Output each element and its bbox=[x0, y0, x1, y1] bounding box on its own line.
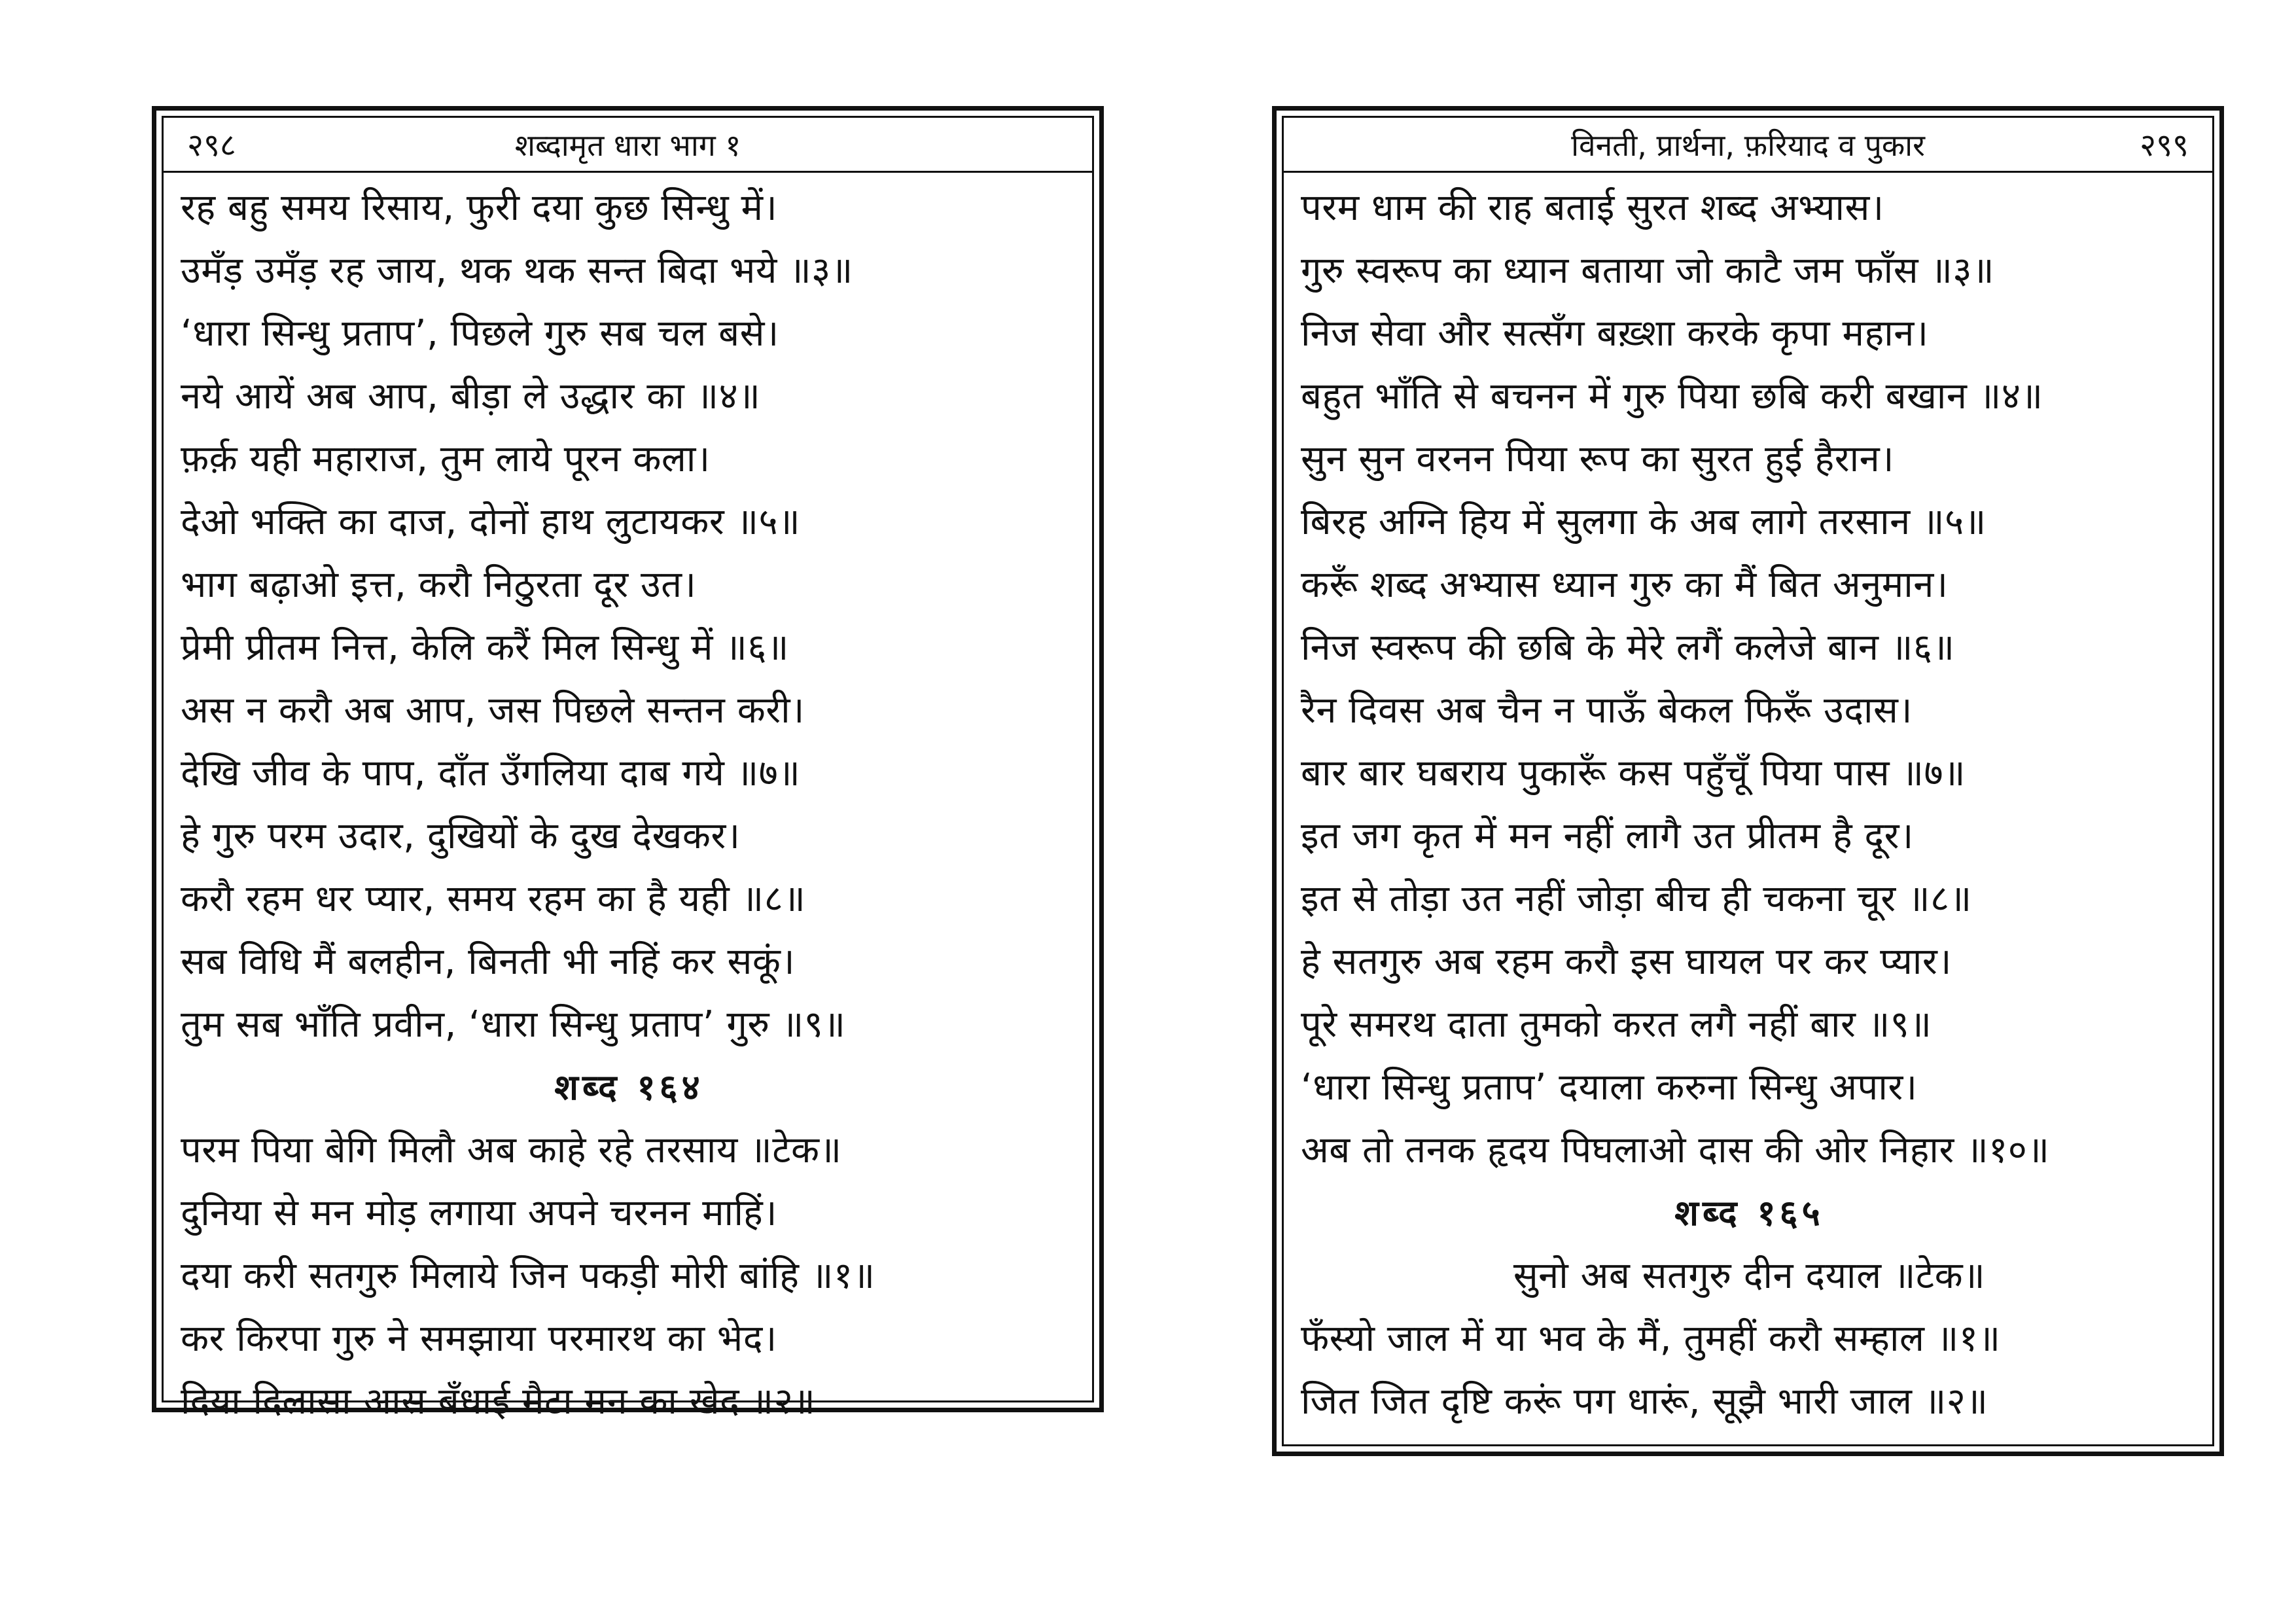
verse-line: निज स्वरूप की छबि के मेरे लगैं कलेजे बान ॥६॥ bbox=[1301, 626, 1955, 669]
verse-line: दुनिया से मन मोड़ लगाया अपने चरनन माहिं। bbox=[181, 1192, 778, 1234]
left-page-body bbox=[164, 173, 1092, 1433]
verse-line: देखि जीव के पाप, दाँत उँगलिया दाब गये ॥७॥ bbox=[181, 752, 801, 794]
verse-line: दिया दिलासा आस बँधाई मैटा मन का खेद ॥२॥ bbox=[181, 1380, 816, 1423]
left-page-number: २९८ bbox=[187, 127, 236, 164]
verse-line: करूँ शब्द अभ्यास ध्यान गुरु का मैं बित अनुमान। bbox=[1301, 563, 1949, 606]
right-page-body bbox=[1284, 173, 2212, 1433]
verse-line: परम पिया बेगि मिलौ अब काहे रहे तरसाय ॥टेक॥ bbox=[181, 1129, 842, 1171]
verse-line: इत से तोड़ा उत नहीं जोड़ा बीच ही चकना चूर ॥८॥ bbox=[1301, 878, 1972, 920]
verse-line: बहुत भाँति से बचनन में गुरु पिया छबि करी बखान ॥४॥ bbox=[1301, 375, 2043, 418]
verse-line: नये आयें अब आप, बीड़ा ले उद्धार का ॥४॥ bbox=[181, 375, 761, 418]
right-page-number: २९९ bbox=[2140, 127, 2189, 164]
verse-line: कर किरपा गुरु ने समझाया परमारथ का भेद। bbox=[181, 1317, 777, 1360]
verse-line: तुम सब भाँति प्रवीन, ‘धारा सिन्धु प्रताप’ गुरु ॥९॥ bbox=[181, 1003, 846, 1046]
left-page-header bbox=[164, 118, 1092, 173]
verse-line: जित जित दृष्टि करूं पग धारूं, सूझै भारी जाल ॥२॥ bbox=[1301, 1380, 1988, 1423]
verse-line: रह बहु समय रिसाय, फुरी दया कुछ सिन्धु में। bbox=[181, 187, 778, 229]
shabd-heading: शब्द १६४ bbox=[554, 1067, 704, 1108]
verse-line: ‘धारा सिन्धु प्रताप’, पिछले गुरु सब चल बसे। bbox=[181, 312, 779, 355]
verse-line: ‘धारा सिन्धु प्रताप’ दयाला करुना सिन्धु अपार। bbox=[1301, 1066, 1918, 1109]
verse-line: प्रेमी प्रीतम नित्त, केलि करैं मिल सिन्धु में ॥६॥ bbox=[181, 626, 789, 669]
verse-line: भाग बढ़ाओ इत्त, करौ निठुरता दूर उत। bbox=[181, 563, 697, 606]
left-page-frame bbox=[162, 116, 1094, 1423]
shabd-heading: शब्द १६५ bbox=[1674, 1192, 1824, 1234]
verse-line: उमँड़ उमँड़ रह जाय, थक थक सन्त बिदा भये ॥३॥ bbox=[181, 249, 853, 292]
verse-line: करौ रहम धर प्यार, समय रहम का है यही ॥८॥ bbox=[181, 878, 806, 920]
right-page-frame bbox=[1282, 116, 2214, 1446]
right-page bbox=[1272, 106, 2224, 1456]
verse-line: निज सेवा और सत्सँग बख़्शा करके कृपा महान। bbox=[1301, 312, 1929, 355]
verse-line: देओ भक्ति का दाज, दोनों हाथ लुटायकर ॥५॥ bbox=[181, 501, 801, 543]
verse-line: सुनो अब सतगुरु दीन दयाल ॥टेक॥ bbox=[1513, 1255, 1986, 1297]
verse-line: हे गुरु परम उदार, दुखियों के दुख देखकर। bbox=[181, 815, 741, 857]
verse-line: हे सतगुरु अब रहम करौ इस घायल पर कर प्यार। bbox=[1301, 940, 1952, 983]
verse-line: अस न करौ अब आप, जस पिछले सन्तन करी। bbox=[181, 689, 805, 732]
verse-line: फँस्यो जाल में या भव के मैं, तुमहीं करौ सम्हाल ॥१॥ bbox=[1301, 1317, 2001, 1360]
verse-line: पूरे समरथ दाता तुमको करत लगै नहीं बार ॥९॥ bbox=[1301, 1003, 1932, 1046]
verse-line: परम धाम की राह बताई सुरत शब्द अभ्यास। bbox=[1301, 187, 1884, 229]
verse-line: दया करी सतगुरु मिलाये जिन पकड़ी मोरी बांहि ॥१॥ bbox=[181, 1255, 875, 1297]
right-page-header bbox=[1284, 118, 2212, 173]
verse-line: सब विधि मैं बलहीन, बिनती भी नहिं कर सकूं। bbox=[181, 940, 796, 983]
verse-line: रैन दिवस अब चैन न पाऊँ बेकल फिरूँ उदास। bbox=[1301, 689, 1913, 732]
left-page bbox=[152, 106, 1104, 1423]
verse-line: बार बार घबराय पुकारूँ कस पहुँचूँ पिया पास ॥७॥ bbox=[1301, 752, 1966, 794]
verse-line: फ़र्क़ यही महाराज, तुम लाये पूरन कला। bbox=[181, 438, 711, 480]
verse-line: गुरु स्वरूप का ध्यान बताया जो काटै जम फाँस ॥३॥ bbox=[1301, 249, 1995, 292]
verse-line: अब तो तनक हृदय पिघलाओ दास की ओर निहार ॥१०॥ bbox=[1301, 1129, 2050, 1171]
verse-line: सुन सुन वरनन पिया रूप का सुरत हुई हैरान। bbox=[1301, 438, 1894, 480]
right-running-title: विनती, प्रार्थना, फ़रियाद व पुकार bbox=[1571, 128, 1925, 163]
verse-line: बिरह अग्नि हिय में सुलगा के अब लागे तरसान ॥५॥ bbox=[1301, 501, 1987, 543]
left-running-title: शब्दामृत धारा भाग १ bbox=[514, 128, 741, 163]
verse-line: इत जग कृत में मन नहीं लागै उत प्रीतम है दूर। bbox=[1301, 815, 1914, 857]
